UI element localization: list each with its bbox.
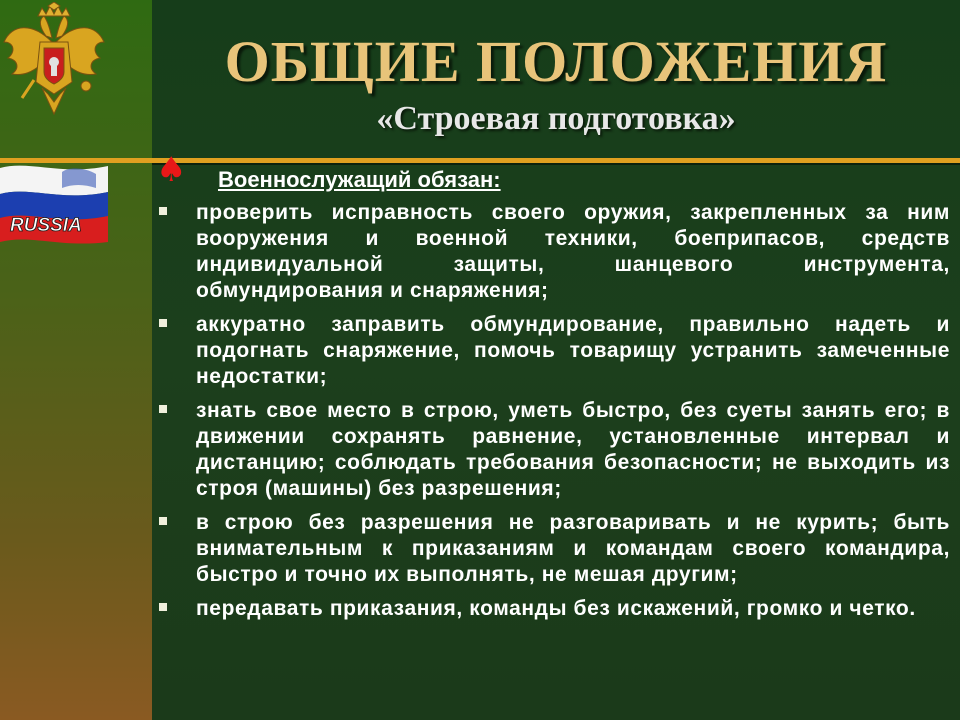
list-item-text: проверить исправность своего оружия, закрепленных за ним вооружения и военной техники, боеприпасов, средств индивидуальной защиты, шанцевого инструмента, обмундирования и снаряжения;	[196, 201, 950, 302]
page-subtitle: «Строевая подготовка»	[376, 100, 736, 137]
list-item-text: в строю без разрешения не разговаривать и не курить; быть внимательным к приказаниям и командам своего командира, быстро и точно их выполнять, не мешая другим;	[196, 511, 950, 586]
spade-icon: ♠	[156, 150, 187, 190]
rule-shadow	[152, 163, 960, 165]
square-bullet-icon	[159, 517, 167, 525]
double-headed-eagle-emblem	[2, 2, 106, 120]
russia-flag	[0, 162, 108, 244]
page-title: ОБЩИЕ ПОЛОЖЕНИЯ	[224, 29, 888, 94]
square-bullet-icon	[159, 207, 167, 215]
duty-list	[156, 200, 950, 630]
list-item-text: знать свое место в строю, уметь быстро, без суеты занять его; в движении сохранять равнение, установленные интервал и дистанцию; соблюдать требования безопасности; не выходить из строя (машины) без разрешения;	[196, 399, 950, 500]
list-item	[156, 312, 950, 390]
list-item-text: передавать приказания, команды без искажений, громко и четко.	[196, 597, 916, 620]
list-item	[156, 510, 950, 588]
square-bullet-icon	[159, 603, 167, 611]
list-item	[156, 200, 950, 304]
square-bullet-icon	[159, 405, 167, 413]
section-heading: Военнослужащий обязан:	[218, 167, 501, 192]
list-item-text: аккуратно заправить обмундирование, правильно надеть и подогнать снаряжение, помочь товарищу устранить замеченные недостатки;	[196, 313, 950, 388]
list-item	[156, 596, 950, 622]
list-item	[156, 398, 950, 502]
square-bullet-icon	[159, 319, 167, 327]
flag-label: RUSSIA	[10, 215, 82, 236]
